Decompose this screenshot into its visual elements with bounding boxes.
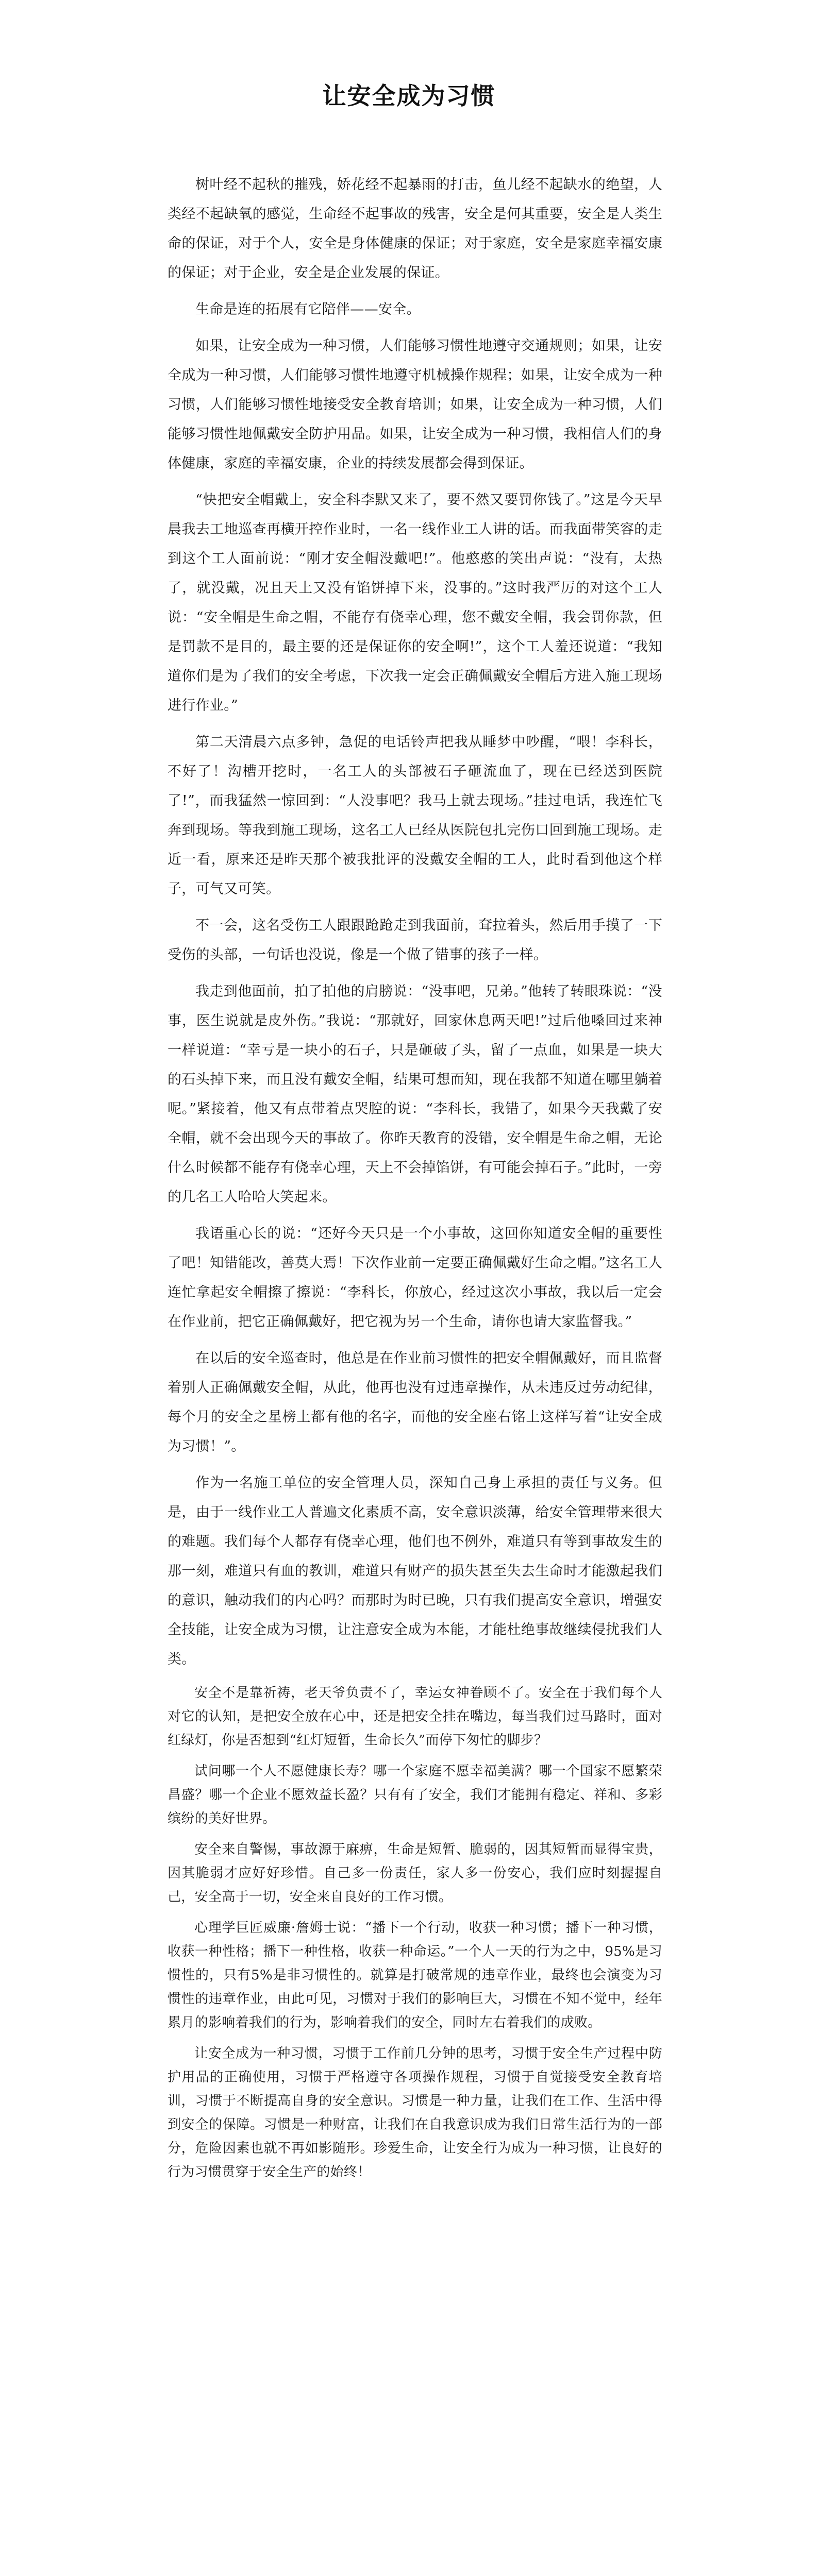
paragraph-helmet-dialogue: “快把安全帽戴上，安全科李默又来了，要不然又要罚你钱了。”这是今天早晨我去工地巡查再横开控作业时，一名一线作业工人讲的话。而我面带笑容的走到这个工人面前说：“刚才安全帽没戴吧!”。他憨憨的笑出声说：“没有，太热了，就没戴，况且天上又没有馅饼掉下来，没事的。”这时我严厉的对这个工人说：“安全帽是生命之帽，不能存有侥幸心理，您不戴安全帽，我会罚你款，但是罚款不是目的，最主要的还是保证你的安全啊!”，这个工人羞还说道：“我知道你们是为了我们的安全考虑，下次我一定会正确佩戴安全帽后方进入施工现场进行作业。” — [168, 492, 662, 714]
paragraph-life-companion: 生命是连的拓展有它陪伴——安全。 — [195, 301, 421, 317]
paragraph-injured-worker: 不一会，这名受伤工人跟跟跄跄走到我面前，耷拉着头，然后用手摸了一下受伤的头部，一句话也没说，像是一个做了错事的孩子一样。 — [168, 918, 662, 963]
paragraph-advice: 我语重心长的说：“还好今天只是一个小事故，这回你知道安全帽的重要性了吧！知错能改，善莫大焉！下次作业前一定要正确佩戴好生命之帽。”这名工人连忙拿起安全帽擦了擦说：“李科长，你放心，经过这次小事故，我以后一定会在作业前，把它正确佩戴好，把它视为另一个生命，请你也请大家监督我。” — [168, 1226, 662, 1330]
document-title: 让安全成为习惯 — [322, 82, 496, 110]
paragraph-if-habit: 如果，让安全成为一种习惯，人们能够习惯性地遵守交通规则；如果，让安全成为一种习惯，人们能够习惯性地遵守机械操作规程；如果，让安全成为一种习惯，人们能够习惯性地接受安全教育培训；如果，让安全成为一种习惯，人们能够习惯性地佩戴安全防护用品。如果，让安全成为一种习惯，我相信人们的身体健康，家庭的幸福安康，企业的持续发展都会得到保证。 — [168, 338, 662, 471]
paragraph-intro: 树叶经不起秋的摧残，娇花经不起暴雨的打击，鱼儿经不起缺水的绝望，人类经不起缺氧的感觉，生命经不起事故的残害，安全是何其重要，安全是人类生命的保证，对于个人，安全是身体健康的保证；对于家庭，安全是家庭幸福安康的保证；对于企业，安全是企业发展的保证。 — [168, 177, 662, 281]
document-body — [168, 170, 662, 2191]
paragraph-morning-call: 第二天清晨六点多钟，急促的电话铃声把我从睡梦中吵醒，“喂！李科长，不好了！沟槽开挖时，一名工人的头部被石子砸流血了，现在已经送到医院了!”，而我猛然一惊回到：“人没事吧？我马上就去现场。”挂过电话，我连忙飞奔到现场。等我到施工现场，这名工人已经从医院包扎完伤口回到施工现场。走近一看，原来还是昨天那个被我批评的没戴安全帽的工人，此时看到他这个样子，可气又可笑。 — [168, 734, 662, 897]
paragraph-conclusion: 让安全成为一种习惯，习惯于工作前几分钟的思考，习惯于安全生产过程中防护用品的正确使用，习惯于严格遵守各项操作规程，习惯于自觉接受安全教育培训，习惯于不断提高自身的安全意识。习惯是一种力量，让我们在工作、生活中得到安全的保障。习惯是一种财富，让我们在自我意识成为我们日常生活行为的一部分，危险因素也就不再如影随形。珍爱生命，让安全行为成为一种习惯，让良好的行为习惯贯穿于安全生产的始终！ — [168, 2046, 662, 2180]
paragraph-william-james: 心理学巨匠威廉·詹姆士说：“播下一个行动，收获一种习惯；播下一种习惯，收获一种性格；播下一种性格，收获一种命运。”一个人一天的行为之中，95%是习惯性的，只有5%是非习惯性的。就算是打破常规的违章作业，最终也会演变为习惯性的违章作业，由此可见，习惯对于我们的影响巨大，习惯在不知不觉中，经年累月的影响着我们的行为，影响着我们的安全，同时左右着我们的成败。 — [168, 1920, 662, 2030]
paragraph-conversation: 我走到他面前，拍了拍他的肩膀说：“没事吧，兄弟。”他转了转眼珠说：“没事，医生说就是皮外伤。”我说：“那就好，回家休息两天吧!”过后他嗓回过来神一样说道：“幸亏是一块小的石子，只是砸破了头，留了一点血，如果是一块大的石头掉下来，而且没有戴安全帽，结果可想而知，现在我都不知道在哪里躺着呢。”紧接着，他又有点带着点哭腔的说：“李科长，我错了，如果今天我戴了安全帽，就不会出现今天的事故了。你昨天教育的没错，安全帽是生命之帽，无论什么时候都不能存有侥幸心理，天上不会掉馅饼，有可能会掉石子。”此时，一旁的几名工人哈哈大笑起来。 — [168, 984, 662, 1205]
paragraph-questions: 试问哪一个人不愿健康长寿？哪一个家庭不愿幸福美满？哪一个国家不愿繁荣昌盛？哪一个企业不愿效益长盈？只有有了安全，我们才能拥有稳定、祥和、多彩缤纷的美好世界。 — [168, 1764, 662, 1826]
paragraph-later-inspection: 在以后的安全巡查时，他总是在作业前习惯性的把安全帽佩戴好，而且监督着别人正确佩戴安全帽，从此，他再也没有过违章操作，从未违反过劳动纪律，每个月的安全之星榜上都有他的名字，而他的安全座右铭上这样写着“让安全成为习惯！”。 — [168, 1350, 662, 1454]
paragraph-manager-duty: 作为一名施工单位的安全管理人员，深知自己身上承担的责任与义务。但是，由于一线作业工人普遍文化素质不高，安全意识淡薄，给安全管理带来很大的难题。我们每个人都存有侥幸心理，他们也不例外，难道只有等到事故发生的那一刻，难道只有血的教训，难道只有财产的损失甚至失去生命时才能激起我们的意识，触动我们的内心吗？而那时为时已晚，只有我们提高安全意识，增强安全技能，让安全成为习惯，让注意安全成为本能，才能杜绝事故继续侵扰我们人类。 — [168, 1475, 662, 1667]
paragraph-not-prayer: 安全不是靠祈祷，老天爷负责不了，幸运女神眷顾不了。安全在于我们每个人对它的认知，是把安全放在心中，还是把安全挂在嘴边，每当我们过马路时，面对红绿灯，你是否想到“红灯短暂，生命长久”而停下匆忙的脚步？ — [168, 1685, 662, 1748]
paragraph-vigilance: 安全来自警惕，事故源于麻痹，生命是短暂、脆弱的，因其短暂而显得宝贵，因其脆弱才应好好珍惜。自己多一份责任，家人多一份安心，我们应时刻握握自己，安全高于一切，安全来自良好的工作习惯。 — [168, 1842, 662, 1905]
